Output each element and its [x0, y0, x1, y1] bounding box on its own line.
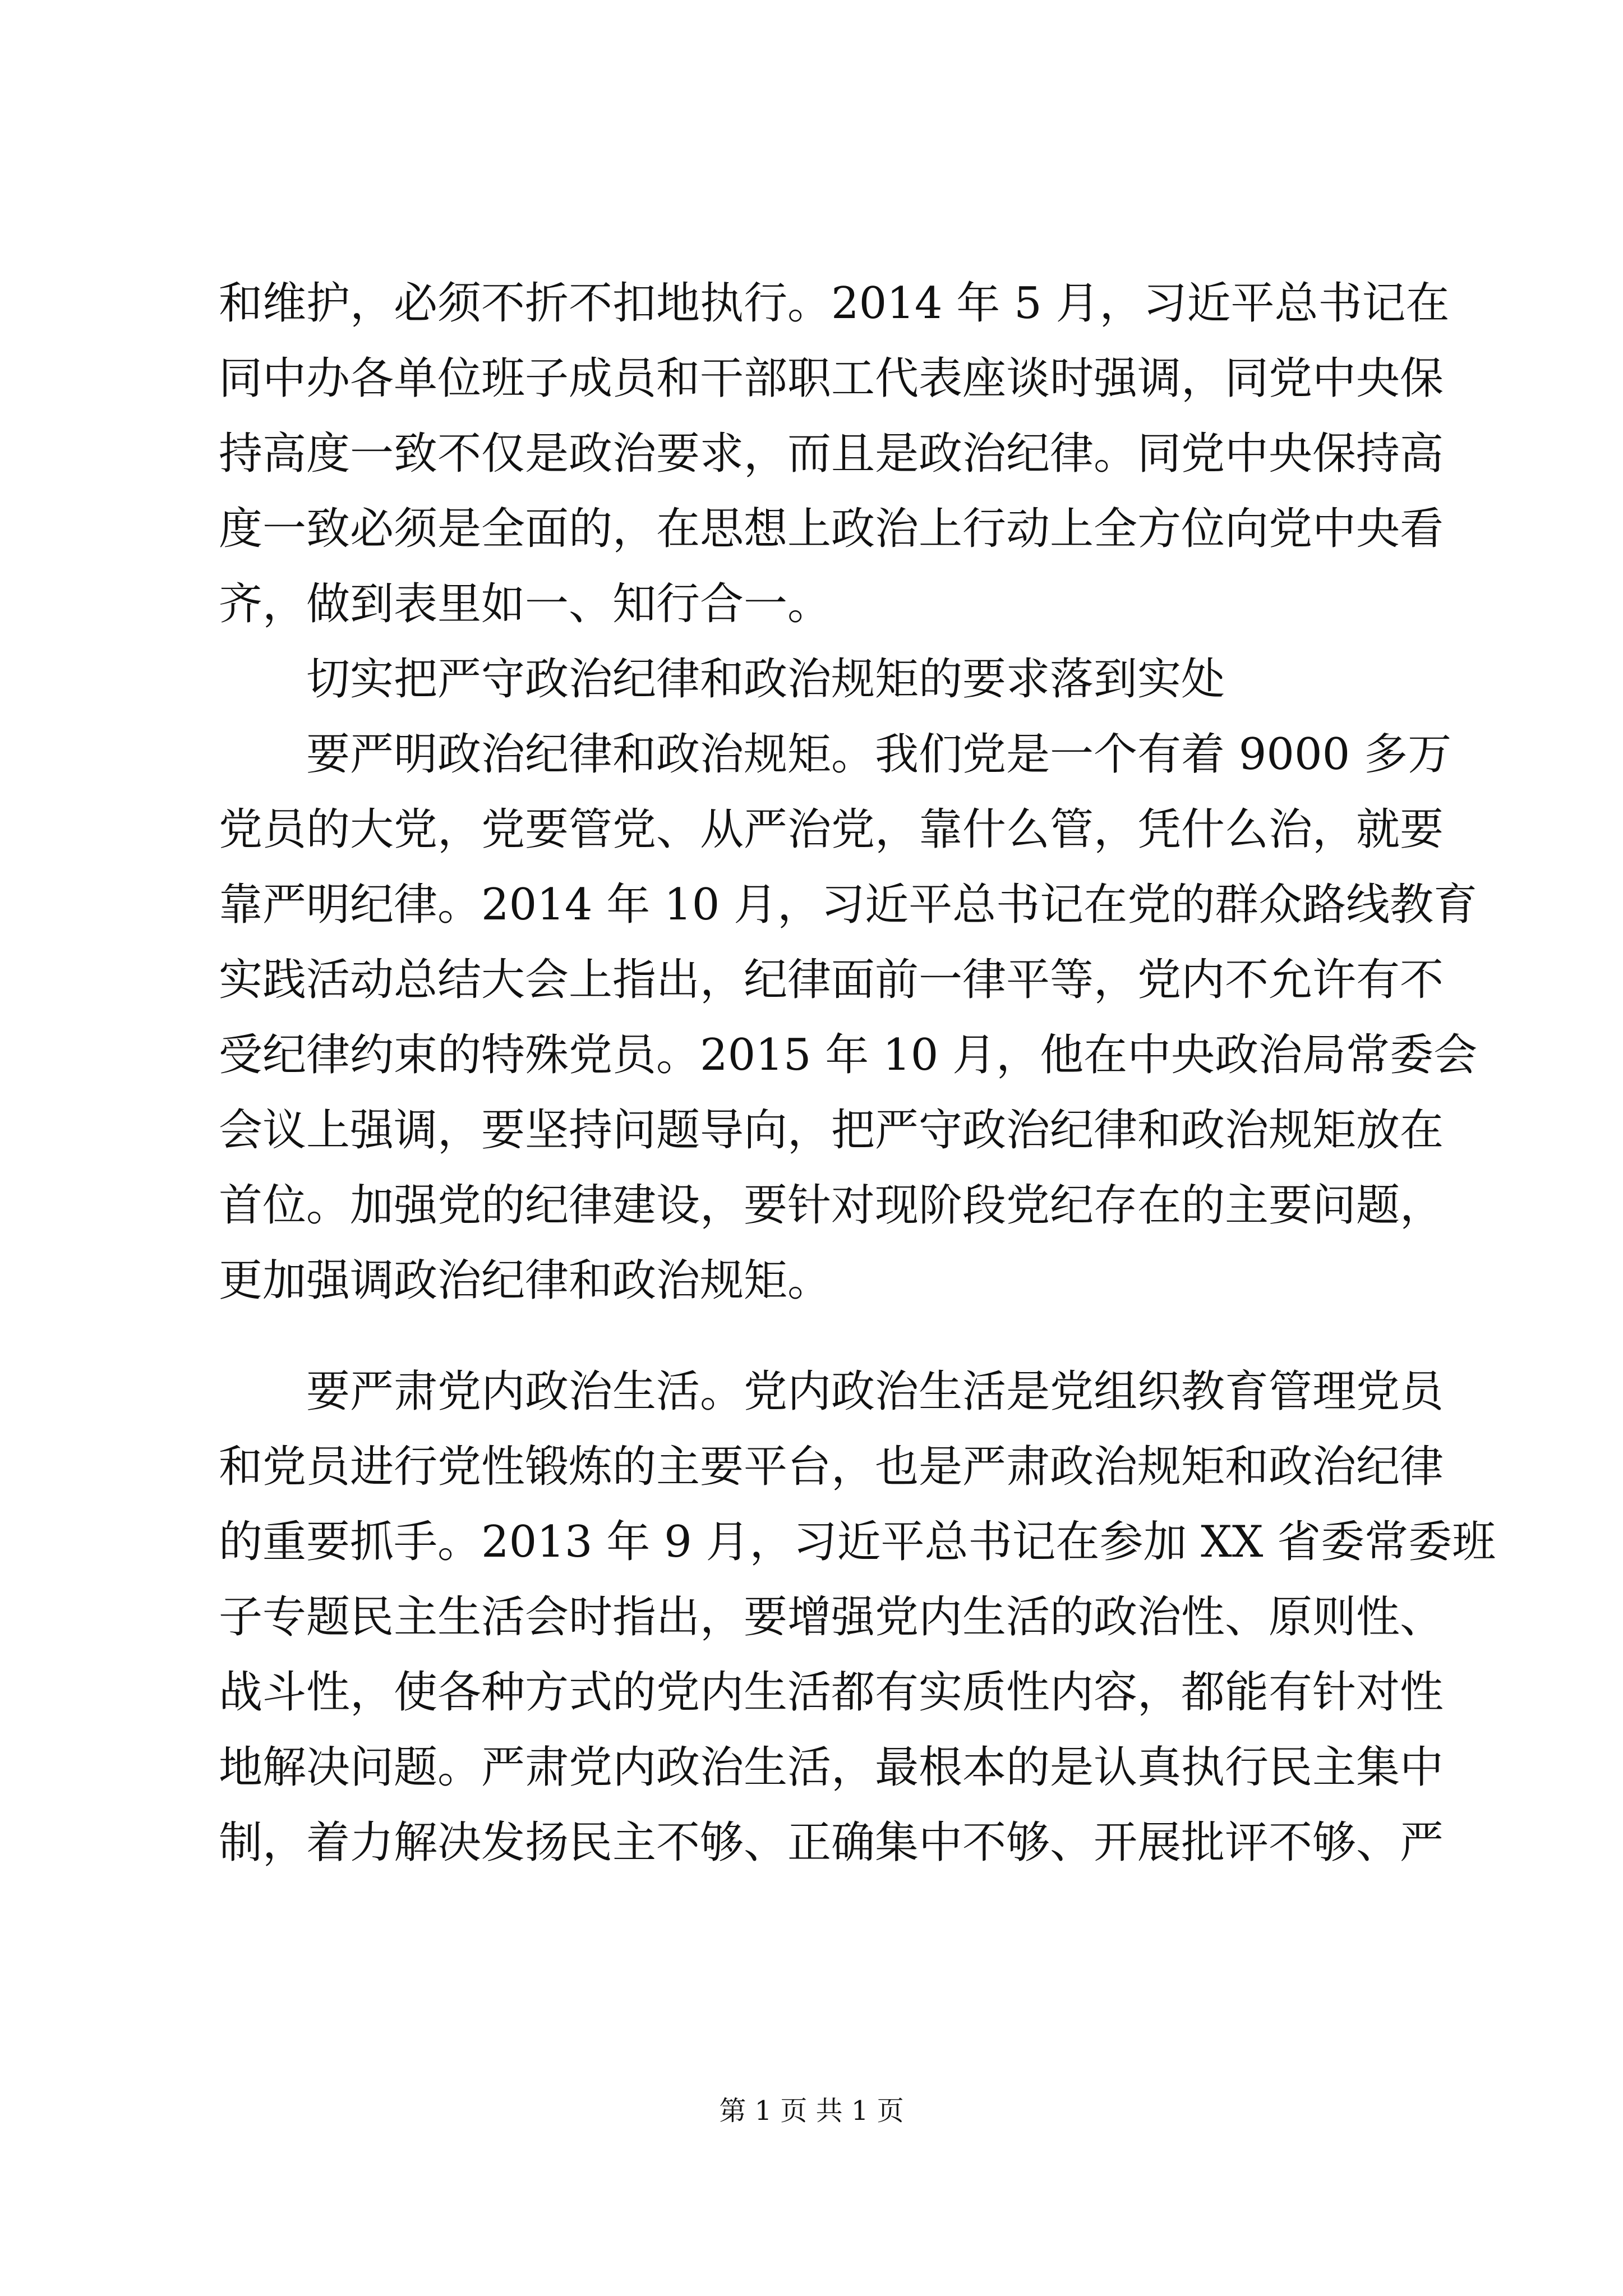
paragraph-line: 地解决问题。严肃党内政治生活，最根本的是认真执行民主集中 [219, 1742, 1444, 1793]
paragraph-line: 齐，做到表里如一、知行合一。 [219, 579, 832, 629]
paragraph-line: 要严明政治纪律和政治规矩。我们党是一个有着 9000 多万 [306, 729, 1452, 780]
document-body [219, 266, 1496, 1880]
paragraph-line: 度一致必须是全面的，在思想上政治上行动上全方位向党中央看 [219, 504, 1444, 554]
paragraph-line: 持高度一致不仅是政治要求，而且是政治纪律。同党中央保持高 [219, 429, 1444, 479]
paragraph-line: 和维护，必须不折不扣地执行。2014 年 5 月，习近平总书记在 [219, 278, 1450, 329]
section-heading: 切实把严守政治纪律和政治规矩的要求落到实处 [306, 654, 1225, 705]
paragraph-line: 战斗性，使各种方式的党内生活都有实质性内容，都能有针对性 [219, 1667, 1444, 1718]
paragraph-line: 制，着力解决发扬民主不够、正确集中不够、开展批评不够、严 [219, 1818, 1444, 1868]
paragraph-line: 会议上强调，要坚持问题导向，把严守政治纪律和政治规矩放在 [219, 1105, 1444, 1156]
page-number: 第 1 页 共 1 页 [719, 2095, 904, 2127]
paragraph-line: 子专题民主生活会时指出，要增强党内生活的政治性、原则性、 [219, 1592, 1444, 1642]
paragraph-line: 的重要抓手。2013 年 9 月，习近平总书记在参加 XX 省委常委班 [219, 1517, 1496, 1567]
paragraph-line: 实践活动总结大会上指出，纪律面前一律平等，党内不允许有不 [219, 955, 1444, 1005]
paragraph-line: 靠严明纪律。2014 年 10 月，习近平总书记在党的群众路线教育 [219, 880, 1478, 930]
paragraph-line: 更加强调政治纪律和政治规矩。 [219, 1255, 832, 1306]
page-footer [0, 2089, 1623, 2128]
paragraph-line: 和党员进行党性锻炼的主要平台，也是严肃政治规矩和政治纪律 [219, 1442, 1444, 1492]
paragraph-line: 党员的大党，党要管党、从严治党，靠什么管，凭什么治，就要 [219, 804, 1444, 855]
paragraph-line: 要严肃党内政治生活。党内政治生活是党组织教育管理党员 [306, 1366, 1444, 1417]
paragraph-spacer [219, 1318, 1424, 1354]
paragraph-line: 首位。加强党的纪律建设，要针对现阶段党纪存在的主要问题， [219, 1180, 1444, 1231]
paragraph-line: 受纪律约束的特殊党员。2015 年 10 月，他在中央政治局常委会 [219, 1030, 1478, 1080]
paragraph-line: 同中办各单位班子成员和干部职工代表座谈时强调，同党中央保 [219, 353, 1444, 404]
